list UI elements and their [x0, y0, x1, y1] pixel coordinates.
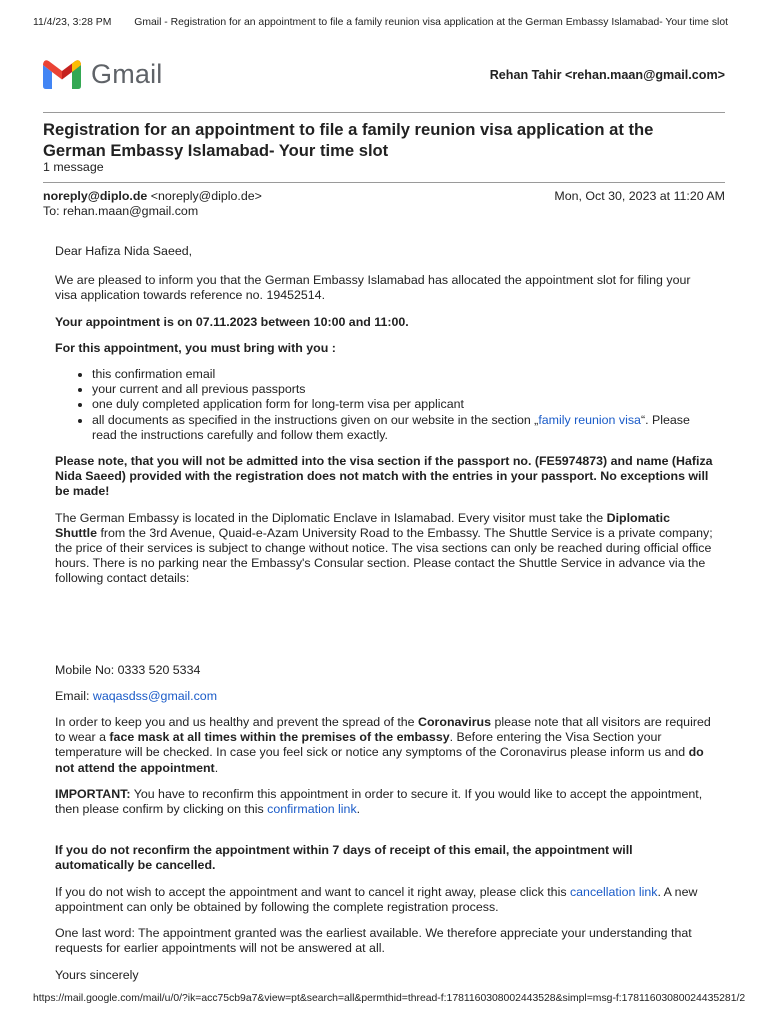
family-reunion-visa-link[interactable]: family reunion visa — [538, 412, 641, 427]
sender — [43, 189, 262, 203]
print-page-number: 1/2 — [730, 993, 746, 1004]
account-name: Rehan Tahir <rehan.maan@gmail.com> — [489, 68, 725, 82]
confirmation-link[interactable]: confirmation link — [267, 802, 357, 817]
mobile-number: Mobile No: 0333 520 5334 — [55, 662, 201, 677]
gmail-logo[interactable] — [43, 59, 163, 90]
recipient: To: rehan.maan@gmail.com — [43, 204, 199, 218]
intro-paragraph: We are pleased to inform you that the German Embassy Islamabad has allocated the appointment slot for filing your visa application towards reference no. 19452514. — [55, 273, 691, 303]
cancel-paragraph: If you do not wish to accept the appointment and want to cancel it right away, please click this cancellation link. A new appointment can only be obtained by following the complete registration process. — [55, 884, 698, 914]
contact-email-link[interactable]: waqasdss@gmail.com — [92, 688, 218, 703]
cancellation-link[interactable]: cancellation link — [569, 884, 658, 899]
reconfirm-warning: If you do not reconfirm the appointment within 7 days of receipt of this email, the appointment will automatically be cancelled. — [55, 843, 633, 873]
greeting: Dear Hafiza Nida Saeed, — [55, 244, 193, 258]
passport-warning: Please note, that you will not be admitted into the visa section if the passport no. (FE5974873) and name (Hafiza Nida Saeed) provided with the registration does not match with the entries in your passport. No exceptions will be made! — [55, 454, 713, 499]
gmail-m-icon — [43, 60, 81, 89]
gmail-topbar — [43, 56, 725, 96]
location-paragraph: The German Embassy is located in the Diplomatic Enclave in Islamabad. Every visitor must take the Diplomatic Shuttle from the 3rd Avenue, Quaid-e-Azam University Road to the Embassy. The Shuttle Service is a private company; the price of their services is subject to change without notice. The visa sections can only be reached during official office hours. There is no parking near the Embassy's Consular section. Please contact the Shuttle Service in advance via the following contact details: — [55, 510, 713, 586]
print-header — [33, 17, 728, 28]
list-item: • this confirmation email — [92, 367, 714, 382]
list-item: • your current and all previous passports — [92, 382, 714, 397]
message-count: 1 message — [43, 160, 104, 174]
covid-paragraph: In order to keep you and us healthy and prevent the spread of the Coronavirus please note that all visitors are required to wear a face mask at all times within the premises of the embassy. Before entering the Visa Section your temperature will be checked. In case you feel sick or notice any symptoms of the Coronavirus please inform us and do not attend the appointment. — [55, 715, 711, 775]
print-title: Gmail - Registration for an appointment to file a family reunion visa application at the German Embassy Islamabad- Your time slot — [134, 17, 728, 28]
contact-email: Email: waqasdss@gmail.com — [55, 688, 218, 703]
print-url: https://mail.google.com/mail/u/0/?ik=acc75cb9a7&view=pt&search=all&permthid=thread-f:1781160308002443528&simpl=msg-f:1781160308002443528 — [33, 993, 731, 1004]
sender-email: <noreply@diplo.de> — [150, 189, 262, 203]
message-divider — [43, 182, 725, 183]
list-item: • one duly completed application form for long-term visa per applicant — [92, 397, 714, 412]
appointment-time: Your appointment is on 07.11.2023 between 10:00 and 11:00. — [55, 314, 409, 329]
gmail-wordmark: Gmail — [91, 59, 163, 89]
last-word-paragraph: One last word: The appointment granted was the earliest available. We therefore appreciate your understanding that requests for earlier appointments will not be answered at all. — [55, 926, 692, 956]
sent-date: Mon, Oct 30, 2023 at 11:20 AM — [554, 189, 725, 203]
sender-name: noreply@diplo.de — [43, 189, 148, 203]
print-footer — [33, 993, 746, 1004]
header-divider — [43, 112, 725, 113]
message-body — [55, 244, 714, 983]
email-subject: Registration for an appointment to file a family reunion visa application at the German Embassy Islamabad- Your time slot — [43, 120, 654, 160]
important-paragraph: IMPORTANT: You have to reconfirm this appointment in order to secure it. If you would like to accept the appointment, then please confirm by clicking on this confirmation link. — [55, 786, 703, 817]
list-item: • all documents as specified in the instructions given on our website in the section „family reunion visa“. Please read the instructions carefully and follow them exactly. — [92, 413, 714, 443]
print-datetime: 11/4/23, 3:28 PM — [33, 17, 112, 28]
bring-heading: For this appointment, you must bring with you : — [55, 340, 336, 355]
closing: Yours sincerely — [55, 967, 139, 982]
bring-list — [55, 367, 714, 443]
